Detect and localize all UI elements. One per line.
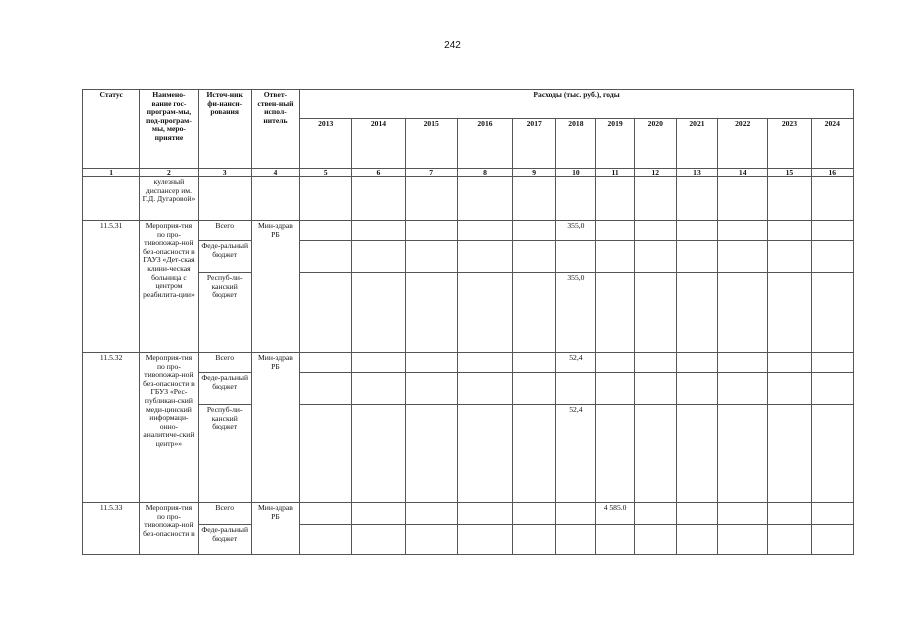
column-index: 16 <box>811 169 853 177</box>
value-cell <box>676 241 717 273</box>
value-cell <box>811 221 853 241</box>
funding-source: Феде-ральный бюджет <box>198 525 251 555</box>
column-index: 5 <box>300 169 352 177</box>
column-index: 12 <box>634 169 676 177</box>
value-cell <box>556 373 596 405</box>
column-index: 3 <box>198 169 251 177</box>
value-cell <box>811 273 853 353</box>
funding-source: Респуб-ли-канский бюджет <box>198 273 251 353</box>
value-cell <box>352 353 405 373</box>
value-cell <box>596 525 634 555</box>
measure-name: Мероприя-тия по про-тивопожар-ной без-опасности в ГБУЗ «Рес-публикан-ский меди-цинский информаци-онно-аналитиче-ский центр»» <box>140 353 198 503</box>
status-code: 11.5.33 <box>83 503 140 555</box>
header-expenses: Расходы (тыс. руб.), годы <box>300 90 854 119</box>
value-cell <box>634 525 676 555</box>
header-status: Статус <box>83 90 140 169</box>
value-cell <box>596 373 634 405</box>
value-cell <box>300 373 352 405</box>
table-row <box>83 241 854 273</box>
value-cell <box>405 503 457 525</box>
value-cell <box>634 405 676 503</box>
value-cell <box>811 525 853 555</box>
value-cell <box>676 373 717 405</box>
value-cell <box>768 525 811 555</box>
value-cell <box>596 273 634 353</box>
value-cell <box>457 273 512 353</box>
value-cell <box>634 353 676 373</box>
value-cell <box>513 525 556 555</box>
column-index: 13 <box>676 169 717 177</box>
value-cell <box>676 353 717 373</box>
header-year: 2019 <box>596 119 634 169</box>
table-row <box>83 503 854 525</box>
value-cell <box>457 525 512 555</box>
table-row <box>83 353 854 373</box>
value-cell <box>676 273 717 353</box>
header-year: 2023 <box>768 119 811 169</box>
value-cell <box>405 221 457 241</box>
value-cell <box>457 221 512 241</box>
value-cell <box>457 353 512 373</box>
value-cell: 52,4 <box>556 405 596 503</box>
value-cell <box>596 221 634 241</box>
value-cell <box>300 353 352 373</box>
value-cell <box>718 221 768 241</box>
value-cell <box>811 353 853 373</box>
value-cell <box>634 503 676 525</box>
value-cell <box>768 241 811 273</box>
value-cell <box>513 221 556 241</box>
value-cell <box>300 221 352 241</box>
column-index: 9 <box>513 169 556 177</box>
value-cell: 355,0 <box>556 221 596 241</box>
column-index: 4 <box>251 169 299 177</box>
value-cell <box>405 405 457 503</box>
column-index: 2 <box>140 169 198 177</box>
value-cell <box>676 525 717 555</box>
executor: Мин-здрав РБ <box>251 503 299 555</box>
header-row-top <box>83 90 854 119</box>
value-cell <box>768 373 811 405</box>
value-cell <box>457 241 512 273</box>
executor: Мин-здрав РБ <box>251 353 299 503</box>
value-cell <box>405 273 457 353</box>
value-cell <box>513 503 556 525</box>
column-index: 14 <box>718 169 768 177</box>
value-cell <box>556 525 596 555</box>
funding-source: Всего <box>198 503 251 525</box>
value-cell <box>352 503 405 525</box>
value-cell <box>352 221 405 241</box>
status-code: 11.5.32 <box>83 353 140 503</box>
table-row <box>83 177 854 221</box>
column-index-row <box>83 169 854 177</box>
column-index: 6 <box>352 169 405 177</box>
value-cell <box>596 353 634 373</box>
value-cell <box>676 405 717 503</box>
value-cell <box>513 405 556 503</box>
table-row <box>83 525 854 555</box>
header-year: 2022 <box>718 119 768 169</box>
value-cell <box>556 503 596 525</box>
header-year: 2015 <box>405 119 457 169</box>
value-cell <box>405 525 457 555</box>
value-cell <box>352 373 405 405</box>
column-index: 15 <box>768 169 811 177</box>
header-year: 2024 <box>811 119 853 169</box>
header-year: 2016 <box>457 119 512 169</box>
value-cell <box>811 241 853 273</box>
value-cell <box>352 273 405 353</box>
value-cell <box>718 373 768 405</box>
value-cell <box>676 503 717 525</box>
value-cell <box>768 353 811 373</box>
header-executor: Ответ-ствен-ный испол-нитель <box>251 90 299 169</box>
value-cell <box>718 273 768 353</box>
header-year: 2020 <box>634 119 676 169</box>
funding-source: Всего <box>198 221 251 241</box>
table-row <box>83 221 854 241</box>
column-index: 11 <box>596 169 634 177</box>
value-cell <box>718 525 768 555</box>
budget-table <box>82 89 854 555</box>
value-cell <box>768 405 811 503</box>
header-year: 2014 <box>352 119 405 169</box>
value-cell <box>457 405 512 503</box>
value-cell <box>596 241 634 273</box>
header-name: Наимено-вание гос-програм-мы, под-програм-мы, меро-приятие <box>140 90 198 169</box>
value-cell <box>718 503 768 525</box>
column-index: 7 <box>405 169 457 177</box>
funding-source: Респуб-ли-канский бюджет <box>198 405 251 503</box>
value-cell <box>718 241 768 273</box>
value-cell <box>634 221 676 241</box>
value-cell <box>405 373 457 405</box>
value-cell <box>634 241 676 273</box>
table-row <box>83 405 854 503</box>
header-year: 2017 <box>513 119 556 169</box>
value-cell <box>513 241 556 273</box>
value-cell <box>634 273 676 353</box>
value-cell <box>457 503 512 525</box>
column-index: 10 <box>556 169 596 177</box>
value-cell <box>634 373 676 405</box>
header-year: 2013 <box>300 119 352 169</box>
header-year: 2018 <box>556 119 596 169</box>
value-cell <box>300 405 352 503</box>
value-cell: 355,0 <box>556 273 596 353</box>
table-row <box>83 273 854 353</box>
measure-name: Мероприя-тия по про-тивопожар-ной без-опасности в ГАУЗ «Дет-ская клини-ческая больница с центром реабилита-ции» <box>140 221 198 353</box>
value-cell <box>405 353 457 373</box>
value-cell <box>300 525 352 555</box>
value-cell <box>718 353 768 373</box>
value-cell <box>556 241 596 273</box>
header-source: Источ-ник фи-нанси-рования <box>198 90 251 169</box>
value-cell: 52,4 <box>556 353 596 373</box>
column-index: 8 <box>457 169 512 177</box>
value-cell <box>676 221 717 241</box>
value-cell <box>457 373 512 405</box>
value-cell <box>352 525 405 555</box>
status-code: 11.5.31 <box>83 221 140 353</box>
value-cell <box>811 405 853 503</box>
value-cell <box>352 241 405 273</box>
funding-source: Феде-ральный бюджет <box>198 373 251 405</box>
table-row <box>83 373 854 405</box>
value-cell <box>513 373 556 405</box>
value-cell <box>596 405 634 503</box>
executor: Мин-здрав РБ <box>251 221 299 353</box>
value-cell <box>300 241 352 273</box>
measure-name: Мероприя-тия по про-тивопожар-ной без-опасности в <box>140 503 198 555</box>
value-cell <box>768 503 811 525</box>
funding-source: Феде-ральный бюджет <box>198 241 251 273</box>
value-cell <box>405 241 457 273</box>
value-cell <box>352 405 405 503</box>
funding-source: Всего <box>198 353 251 373</box>
measure-name: кулезный диспансер им. Г.Д. Дугаровой» <box>140 177 198 221</box>
value-cell <box>513 273 556 353</box>
header-year: 2021 <box>676 119 717 169</box>
value-cell <box>718 405 768 503</box>
value-cell <box>811 503 853 525</box>
value-cell <box>300 273 352 353</box>
value-cell: 4 585.0 <box>596 503 634 525</box>
value-cell <box>768 273 811 353</box>
value-cell <box>768 221 811 241</box>
value-cell <box>513 353 556 373</box>
column-index: 1 <box>83 169 140 177</box>
value-cell <box>811 373 853 405</box>
value-cell <box>300 503 352 525</box>
page-number: 242 <box>444 40 461 51</box>
